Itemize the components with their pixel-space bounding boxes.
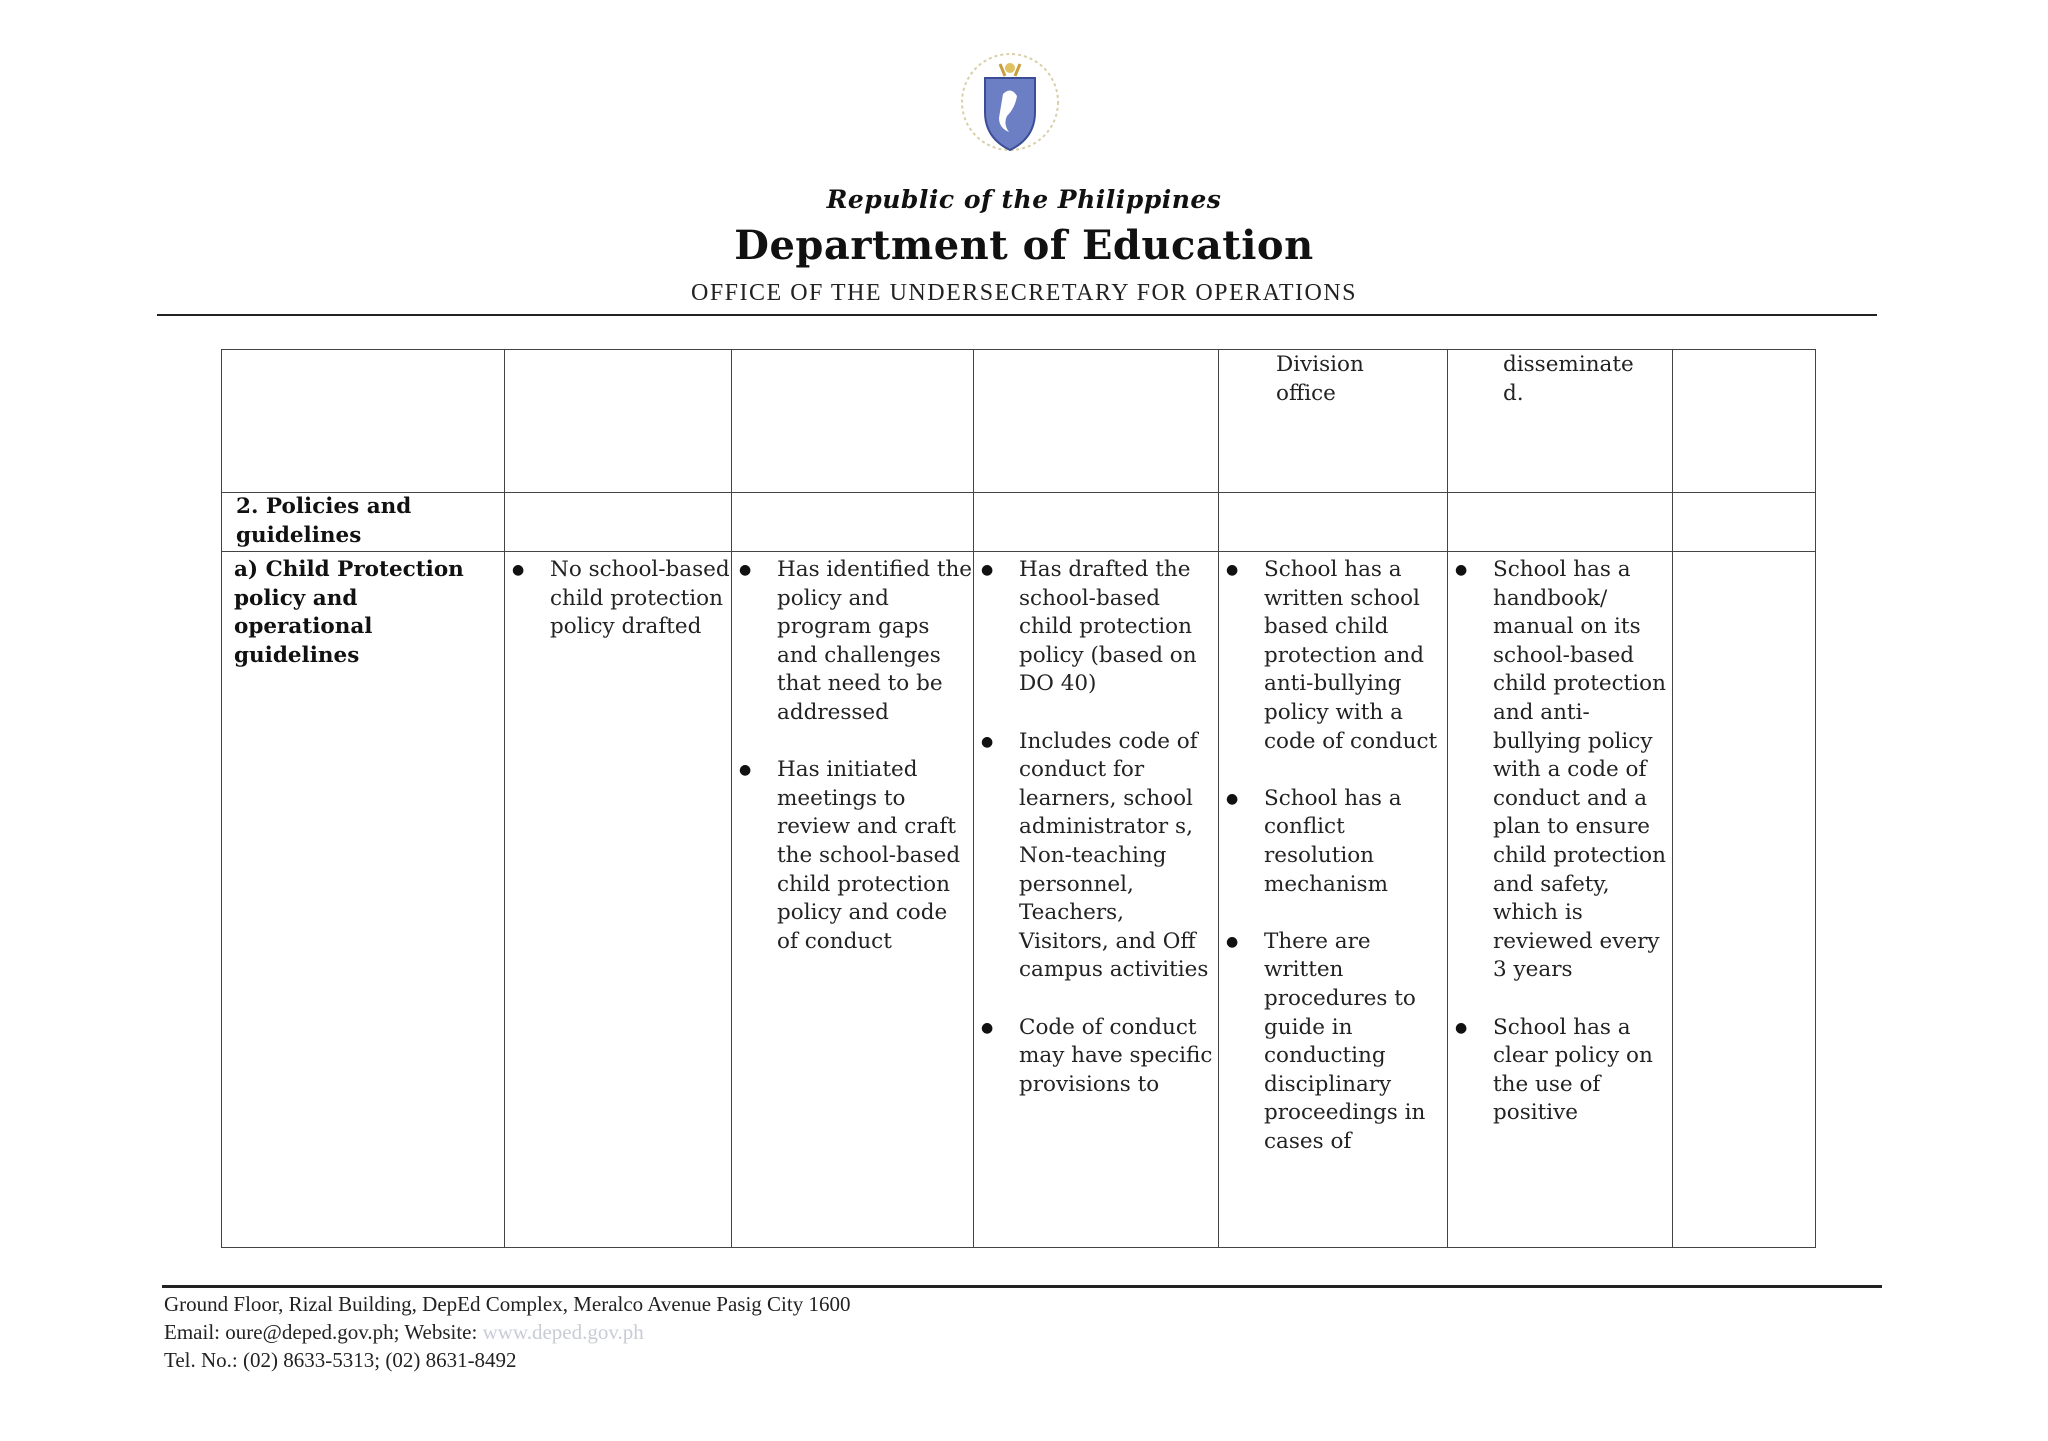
footer-divider <box>162 1285 1882 1288</box>
footer-telephone: Tel. No.: (02) 8633-5313; (02) 8631-8492 <box>164 1348 517 1372</box>
list-item: ● Has initiated meetings to review and craft the school-based child protection policy and code of conduct <box>777 756 973 956</box>
header-divider <box>157 314 1877 316</box>
list-item: ● School has a handbook/ manual on its school-based child protection and anti-bullying policy with a code of conduct and a plan to ensure child protection and safety, which is reviewed every 3 years <box>1493 556 1672 985</box>
level-cell <box>732 552 974 1248</box>
office-heading: OFFICE OF THE UNDERSECRETARY FOR OPERATIONS <box>691 280 1357 306</box>
list-item: ● School has a written school based child protection and anti-bullying policy with a code of conduct <box>1264 556 1447 756</box>
footer-website-link[interactable]: www.deped.gov.ph <box>482 1320 644 1344</box>
level-cell <box>505 552 732 1248</box>
footer-contact <box>164 1318 850 1346</box>
level-cell <box>1448 552 1673 1248</box>
department-heading: Department of Education <box>734 222 1314 269</box>
level-cell <box>974 552 1219 1248</box>
footer-email: Email: oure@deped.gov.ph; Website: <box>164 1320 483 1344</box>
list-item: ● Has drafted the school-based child protection policy (based on DO 40) <box>1019 556 1218 699</box>
table-row <box>222 350 1816 493</box>
division-office-cell: Division office <box>1219 350 1448 493</box>
list-item: ● Code of conduct may have specific provisions to <box>1019 1014 1218 1100</box>
republic-heading: Republic of the Philippines <box>826 185 1222 214</box>
level-cell <box>1219 552 1448 1248</box>
list-item: ● Includes code of conduct for learners, school administrator s, Non-teaching personnel, Teachers, Visitors, and Off campus activities <box>1019 728 1218 985</box>
section-heading: 2. Policies and guidelines <box>236 494 412 548</box>
list-item: ● School has a conflict resolution mechanism <box>1264 785 1447 899</box>
criterion-cell <box>222 552 505 1248</box>
deped-seal-logo <box>945 50 1075 160</box>
assessment-table <box>221 349 1816 1248</box>
disseminated-cell: disseminate d. <box>1448 350 1673 493</box>
criterion-label: a) Child Protection policy and operational guidelines <box>234 557 464 668</box>
table-row <box>222 493 1816 552</box>
list-item: ● No school-based child protection policy drafted <box>550 556 731 642</box>
list-item: ● Has identified the policy and program gaps and challenges that need to be addressed <box>777 556 973 728</box>
list-item: ● School has a clear policy on the use of positive <box>1493 1014 1672 1128</box>
table-row <box>222 552 1816 1248</box>
list-item: ● There are written procedures to guide in conducting disciplinary proceedings in cases of <box>1264 928 1447 1157</box>
footer-address: Ground Floor, Rizal Building, DepEd Complex, Meralco Avenue Pasig City 1600 <box>164 1292 851 1316</box>
section-heading-cell <box>222 493 505 552</box>
footer <box>164 1290 850 1374</box>
